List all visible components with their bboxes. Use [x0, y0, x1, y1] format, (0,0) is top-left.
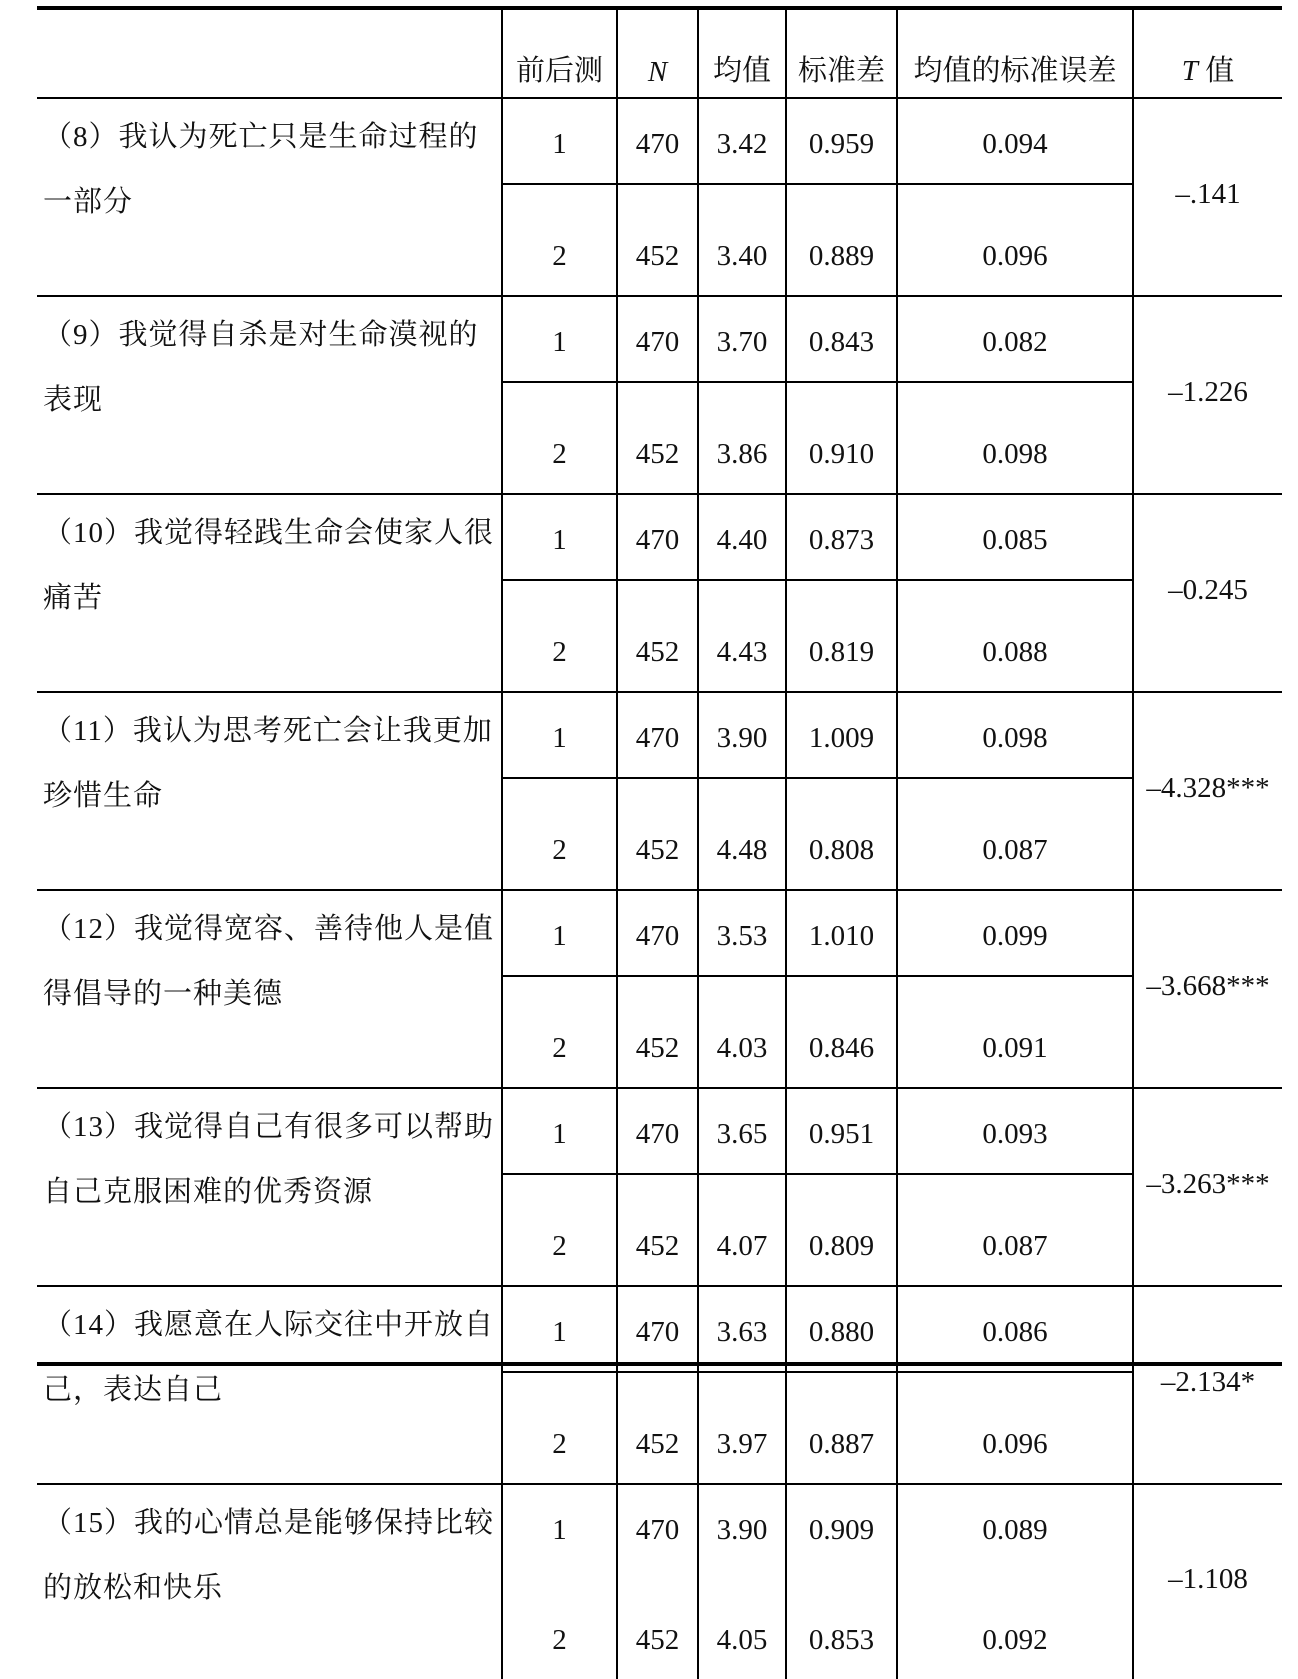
- n-cell: 470: [617, 1484, 698, 1569]
- n-cell: 452: [617, 1569, 698, 1679]
- item-text: （11）我认为思考死亡会让我更加珍惜生命: [37, 692, 502, 890]
- table-body: [37, 98, 1282, 1679]
- table-row: [37, 494, 1282, 580]
- se-cell: 0.096: [897, 184, 1133, 296]
- mean-cell: 3.90: [698, 1484, 786, 1569]
- se-cell: 0.099: [897, 890, 1133, 976]
- t-value-cell: –.141: [1133, 98, 1282, 296]
- se-cell: 0.085: [897, 494, 1133, 580]
- table-row: [37, 296, 1282, 382]
- header-t-value: [1133, 8, 1282, 98]
- n-cell: 452: [617, 778, 698, 890]
- n-cell: 470: [617, 1286, 698, 1372]
- pre-post-cell: 1: [502, 1484, 617, 1569]
- header-row: [37, 8, 1282, 98]
- header-se: 均值的标准误差: [897, 8, 1133, 98]
- table-row: [37, 1286, 1282, 1372]
- n-cell: 452: [617, 184, 698, 296]
- item-text: （14）我愿意在人际交往中开放自己，表达自己: [37, 1286, 502, 1484]
- se-cell: 0.098: [897, 692, 1133, 778]
- header-n: N: [617, 8, 698, 98]
- t-value-cell: –0.245: [1133, 494, 1282, 692]
- sd-cell: 0.819: [786, 580, 897, 692]
- mean-cell: 4.05: [698, 1569, 786, 1679]
- table-row: [37, 1088, 1282, 1174]
- t-test-table: [37, 8, 1282, 1679]
- pre-post-cell: 1: [502, 98, 617, 184]
- sd-cell: 0.959: [786, 98, 897, 184]
- mean-cell: 4.07: [698, 1174, 786, 1286]
- item-text: （9）我觉得自杀是对生命漠视的表现: [37, 296, 502, 494]
- se-cell: 0.082: [897, 296, 1133, 382]
- pre-post-cell: 1: [502, 494, 617, 580]
- table-row: [37, 1484, 1282, 1569]
- sd-cell: 0.909: [786, 1484, 897, 1569]
- t-value-cell: –1.226: [1133, 296, 1282, 494]
- se-cell: 0.087: [897, 778, 1133, 890]
- header-sd: 标准差: [786, 8, 897, 98]
- mean-cell: 3.63: [698, 1286, 786, 1372]
- pre-post-cell: 2: [502, 1569, 617, 1679]
- pre-post-cell: 2: [502, 184, 617, 296]
- sd-cell: 1.010: [786, 890, 897, 976]
- n-cell: 470: [617, 890, 698, 976]
- pre-post-cell: 1: [502, 1286, 617, 1372]
- se-cell: 0.098: [897, 382, 1133, 494]
- sd-cell: 0.846: [786, 976, 897, 1088]
- sd-cell: 0.809: [786, 1174, 897, 1286]
- t-value-cell: –1.108: [1168, 1562, 1248, 1595]
- n-cell: 470: [617, 296, 698, 382]
- header-pre-post: 前后测: [502, 8, 617, 98]
- sd-cell: 0.951: [786, 1088, 897, 1174]
- sd-cell: 0.910: [786, 382, 897, 494]
- n-cell: 470: [617, 98, 698, 184]
- header-t-suffix: 值: [1197, 55, 1235, 87]
- se-cell: 0.087: [897, 1174, 1133, 1286]
- se-cell: 0.092: [897, 1569, 1133, 1679]
- t-value-cell: –3.263***: [1133, 1088, 1282, 1286]
- mean-cell: 4.48: [698, 778, 786, 890]
- sd-cell: 0.873: [786, 494, 897, 580]
- pre-post-cell: 2: [502, 580, 617, 692]
- pre-post-cell: 1: [502, 1088, 617, 1174]
- n-cell: 452: [617, 580, 698, 692]
- header-mean: 均值: [698, 8, 786, 98]
- pre-post-cell: 2: [502, 778, 617, 890]
- se-cell: 0.086: [897, 1286, 1133, 1372]
- t-value-cell: –4.328***: [1133, 692, 1282, 890]
- table-row: [37, 98, 1282, 184]
- mean-cell: 3.65: [698, 1088, 786, 1174]
- table-bottom-rule: [37, 1362, 1282, 1366]
- pre-post-cell: 2: [502, 1372, 617, 1484]
- pre-post-cell: 1: [502, 692, 617, 778]
- mean-cell: 3.53: [698, 890, 786, 976]
- n-cell: 470: [617, 494, 698, 580]
- se-cell: 0.093: [897, 1088, 1133, 1174]
- n-cell: 470: [617, 692, 698, 778]
- mean-cell: 3.86: [698, 382, 786, 494]
- mean-cell: 4.43: [698, 580, 786, 692]
- pre-post-cell: 1: [502, 296, 617, 382]
- sd-cell: 1.009: [786, 692, 897, 778]
- n-cell: 452: [617, 976, 698, 1088]
- sd-cell: 0.843: [786, 296, 897, 382]
- t-value-cell: –3.668***: [1133, 890, 1282, 1088]
- mean-cell: 3.40: [698, 184, 786, 296]
- sd-cell: 0.887: [786, 1372, 897, 1484]
- n-cell: 452: [617, 382, 698, 494]
- mean-cell: 3.90: [698, 692, 786, 778]
- n-cell: 452: [617, 1372, 698, 1484]
- se-cell: 0.096: [897, 1372, 1133, 1484]
- sd-cell: 0.853: [786, 1569, 897, 1679]
- pre-post-cell: 2: [502, 976, 617, 1088]
- se-cell: 0.089: [897, 1484, 1133, 1569]
- n-cell: 452: [617, 1174, 698, 1286]
- header-item: [37, 8, 502, 98]
- t-value-cell: –2.134*: [1133, 1286, 1282, 1484]
- pre-post-cell: 2: [502, 1174, 617, 1286]
- pre-post-cell: 1: [502, 890, 617, 976]
- item-text: （12）我觉得宽容、善待他人是值得倡导的一种美德: [37, 890, 502, 1088]
- mean-cell: 4.03: [698, 976, 786, 1088]
- sd-cell: 0.808: [786, 778, 897, 890]
- item-text: （15）我的心情总是能够保持比较的放松和快乐: [37, 1484, 502, 1679]
- sd-cell: 0.889: [786, 184, 897, 296]
- mean-cell: 3.97: [698, 1372, 786, 1484]
- mean-cell: 3.70: [698, 296, 786, 382]
- mean-cell: 3.42: [698, 98, 786, 184]
- header-t-letter: T: [1181, 55, 1198, 87]
- sd-cell: 0.880: [786, 1286, 897, 1372]
- item-text: （13）我觉得自己有很多可以帮助自己克服困难的优秀资源: [37, 1088, 502, 1286]
- item-text: （10）我觉得轻践生命会使家人很痛苦: [37, 494, 502, 692]
- mean-cell: 4.40: [698, 494, 786, 580]
- pre-post-cell: 2: [502, 382, 617, 494]
- se-cell: 0.091: [897, 976, 1133, 1088]
- table-row: [37, 890, 1282, 976]
- se-cell: 0.094: [897, 98, 1133, 184]
- n-cell: 470: [617, 1088, 698, 1174]
- item-text: （8）我认为死亡只是生命过程的一部分: [37, 98, 502, 296]
- se-cell: 0.088: [897, 580, 1133, 692]
- table-row: [37, 692, 1282, 778]
